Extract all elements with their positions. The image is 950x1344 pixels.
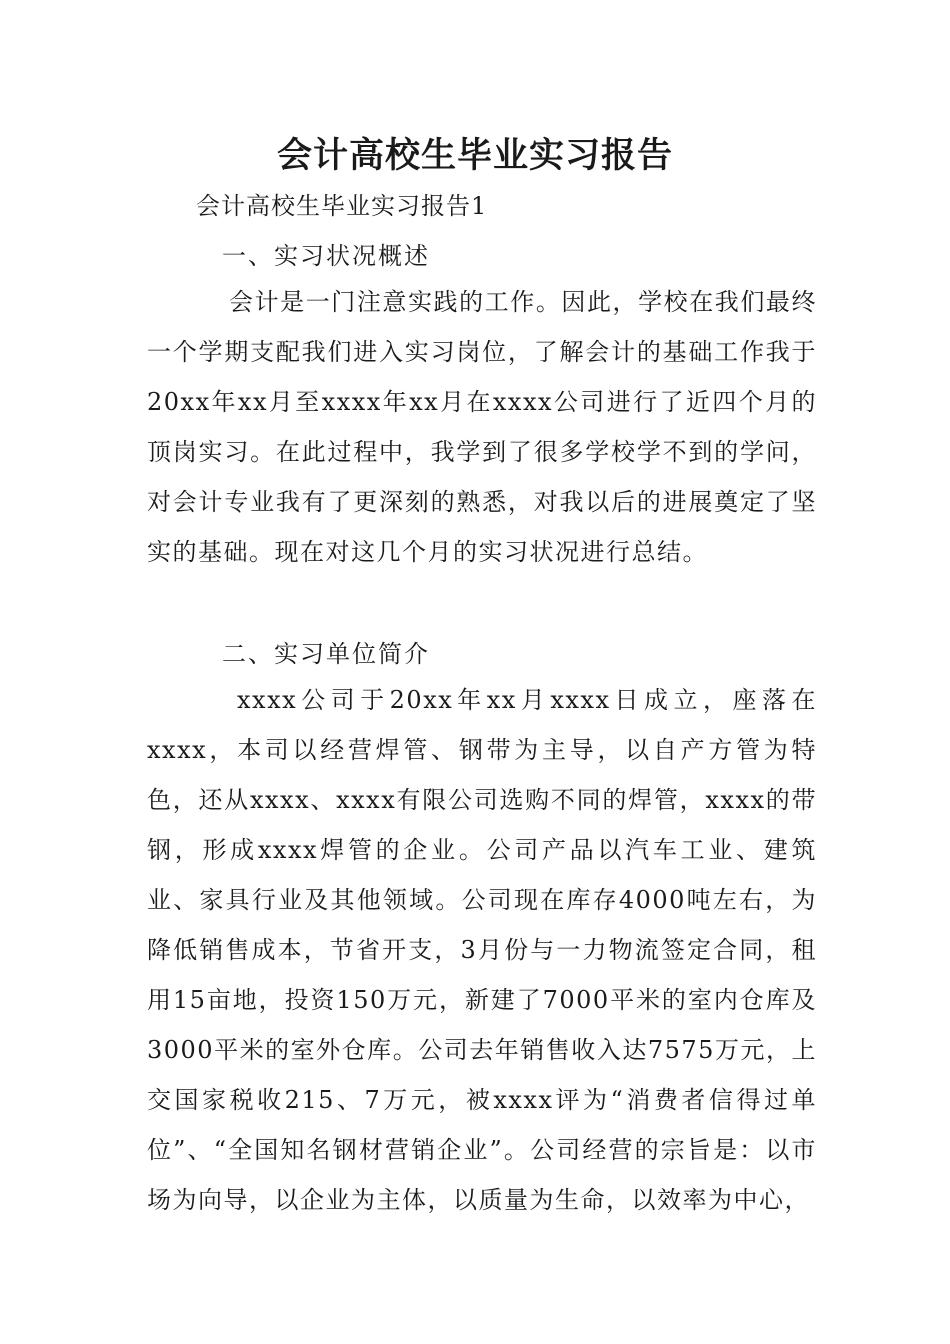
section-heading-overview: 一、实习状况概述	[222, 242, 430, 270]
document-title: 会计高校生毕业实习报告	[276, 136, 673, 176]
section-heading-company: 二、实习单位简介	[222, 640, 430, 668]
section-paragraph-overview: 会计是一门注意实践的工作。因此，学校在我们最终一个学期支配我们进入实习岗位，了解会计的基础工作我于20xx年xx月至xxxx年xx月在xxxx公司进行了近四个月的顶岗实习。在此过程中，我学到了很多学校学不到的学问，对会计专业我有了更深刻的熟悉，对我以后的进展奠定了坚实的基础。现在对这几个月的实习状况进行总结。	[147, 288, 817, 566]
document-subtitle: 会计高校生毕业实习报告1	[196, 192, 488, 220]
section-paragraph-company: xxxx公司于20xx年xx月xxxx日成立，座落在xxxx，本司以经营焊管、钢带为主导，以自产方管为特色，还从xxxx、xxxx有限公司选购不同的焊管，xxxx的带钢，形成xxxx焊管的企业。公司产品以汽车工业、建筑业、家具行业及其他领域。公司现在库存4000吨左右，为降低销售成本，节省开支，3月份与一力物流签定合同，租用15亩地，投资150万元，新建了7000平米的室内仓库及3000平米的室外仓库。公司去年销售收入达7575万元，上交国家税收215、7万元，被xxxx评为“消费者信得过单位”、“全国知名钢材营销企业”。公司经营的宗旨是：以市场为向导，以企业为主体，以质量为生命，以效率为中心，	[147, 686, 817, 1214]
